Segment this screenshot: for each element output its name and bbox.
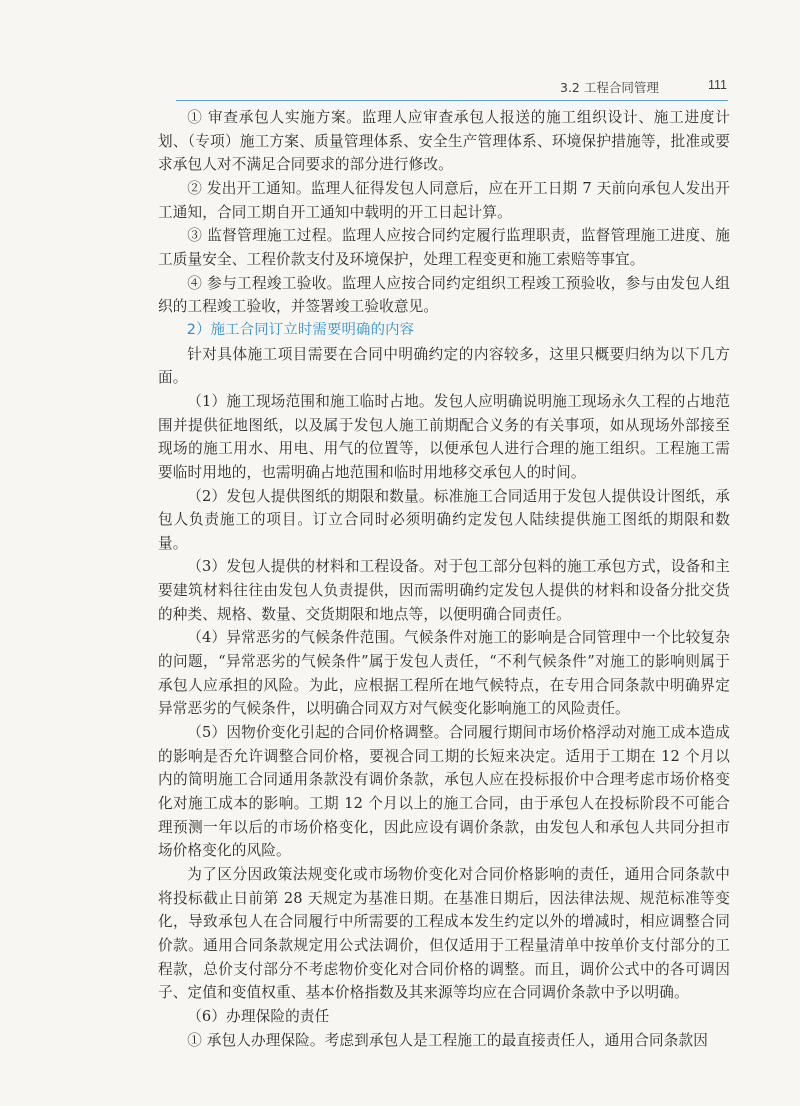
- paragraph-completion-acceptance: ④ 参与工程竣工验收。监理人应按合同约定组织工程竣工预验收，参与由发包人组织的工程竣工验收，并签署竣工验收意见。: [158, 274, 730, 316]
- paragraph-intro: 针对具体施工项目需要在合同中明确约定的内容较多，这里只概要归纳为以下几方面。: [158, 345, 730, 387]
- paragraph-materials: （3）发包人提供的材料和工程设备。对于包工部分包料的施工承包方式，设备和主要建筑材料往往由发包人负责提供，因而需明确约定发包人提供的材料和设备分批交货的种类、规格、数量、交货期限和地点等，以便明确合同责任。: [158, 558, 730, 623]
- paragraph-insurance-heading: （6）办理保险的责任: [187, 1007, 330, 1025]
- paragraph-contractor-insurance: ① 承包人办理保险。考虑到承包人是工程施工的最直接责任人，通用合同条款因: [187, 1031, 709, 1049]
- paragraph-review-plan: ① 审查承包人实施方案。监理人应审查承包人报送的施工组织设计、施工进度计划、（专项）施工方案、质量管理体系、安全生产管理体系、环境保护措施等，批准或要求承包人对不满足合同要求的部分进行修改。: [158, 109, 730, 174]
- paragraph-start-notice: ② 发出开工通知。监理人征得发包人同意后，应在开工日期 7 天前向承包人发出开工通知，合同工期自开工通知中载明的开工日起计算。: [158, 179, 730, 221]
- paragraph-drawings: （2）发包人提供图纸的期限和数量。标准施工合同适用于发包人提供设计图纸，承包人负责施工的项目。订立合同时必须明确约定发包人陆续提供施工图纸的期限和数量。: [158, 487, 730, 552]
- body-text: [158, 106, 730, 1052]
- page-number: 111: [707, 78, 727, 92]
- paragraph-supervise-process: ③ 监督管理施工过程。监理人应按合同约定履行监理职责，监督管理施工进度、施工质量安全、工程价款支付及环境保护，处理工程变更和施工索赔等事宜。: [158, 227, 730, 268]
- section-title: 3.2 工程合同管理: [560, 80, 659, 95]
- paragraph-site-scope: （1）施工现场范围和施工临时占地。发包人应明确说明施工现场永久工程的占地范围并提供征地图纸，以及属于发包人施工前期配合义务的有关事项，如从现场外部接至现场的施工用水、用电、用气的位置等，以便承包人进行合理的施工组织。工程施工需要临时用地的，也需明确占地范围和临时用地移交承包人的时间。: [158, 392, 730, 481]
- paragraph-price-adjustment: （5）因物价变化引起的合同价格调整。合同履行期间市场价格浮动对施工成本造成的影响是否允许调整合同价格，要视合同工期的长短来决定。适用于工期在 12 个月以内的简明施工合同通用条款没有调价条款，承包人应在投标报价中合理考虑市场价格变化对施工成本的影响。工期 12 个月以上的施工合同，由于承包人在投标阶段不可能合理预测一年以后的市场价格变化，因此应设有调价条款，由发包人和承包人共同分担市场价格变化的风险。: [158, 724, 730, 860]
- paragraph-weather: （4）异常恶劣的气候条件范围。气候条件对施工的影响是合同管理中一个比较复杂的问题，“异常恶劣的气候条件”属于发包人责任，“不利气候条件”对施工的影响则属于承包人应承担的风险。为此，应根据工程所在地气候特点，在专用合同条款中明确界定异常恶劣的气候条件，以明确合同双方对气候变化影响施工的风险责任。: [158, 629, 730, 718]
- subheading-contract-content: 2）施工合同订立时需要明确的内容: [186, 321, 415, 338]
- running-header: [560, 78, 727, 96]
- paragraph-base-date: 为了区分因政策法规变化或市场物价变化对合同价格影响的责任，通用合同条款中将投标截止日前第 28 天规定为基准日期。在基准日期后，因法律法规、规范标准等变化，导致承包人在合同履行中所需要的工程成本发生约定以外的增减时，相应调整合同价款。通用合同条款规定用公式法调价，但仅适用于工程量清单中按单价支付部分的工程款，总价支付部分不考虑物价变化对合同价格的调整。而且，调价公式中的各可调因子、定值和变值权重、基本价格指数及其来源等均应在合同调价条款中予以明确。: [158, 866, 730, 1002]
- header-rule: [176, 100, 728, 101]
